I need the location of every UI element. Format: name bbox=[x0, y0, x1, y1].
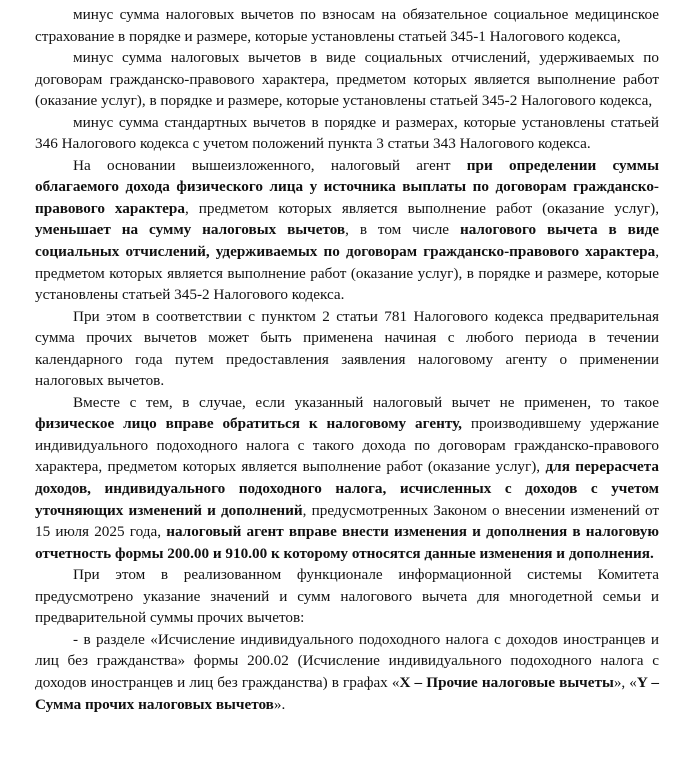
text-run: На основании вышеизложенного, налоговый агент bbox=[73, 156, 467, 174]
paragraph-article-781 bbox=[35, 306, 659, 392]
document-body bbox=[35, 4, 659, 715]
bold-run: X – Прочие налоговые вычеты bbox=[399, 673, 614, 691]
bold-run: Y – Сумма прочих налоговых вычетов bbox=[35, 673, 660, 713]
bold-run: налогового вычета в виде социальных отчислений, удерживаемых по договорам гражданско-правового характера bbox=[35, 221, 659, 261]
bold-run: налоговый агент вправе внести изменения и дополнения в налоговую отчетность формы 200.00 и 910.00 к которому относятся данные изменения и дополнения. bbox=[35, 523, 659, 562]
text-run: , в том числе bbox=[345, 221, 460, 239]
text-run: », « bbox=[613, 673, 637, 691]
paragraph-form-200-02 bbox=[35, 629, 659, 715]
bold-run: физическое лицо вправе обратиться к налоговому агенту, bbox=[35, 415, 462, 433]
text-run: минус сумма налоговых вычетов в виде социальных отчислений, удерживаемых по договорам гражданско-правового характера, предметом которых является выполнение работ (оказание услуг), в порядке и размере, которые установлены статьей 345-2 Налогового кодекса, bbox=[35, 49, 659, 110]
paragraph-standard-deduction bbox=[35, 112, 659, 155]
text-run: минус сумма стандартных вычетов в порядке и размерах, которые установлены статьей 346 Налогового кодекса с учетом положений пункта 3 статьи 343 Налогового кодекса. bbox=[35, 113, 659, 153]
paragraph-conclusion bbox=[35, 155, 659, 306]
text-run: , предусмотренных Законом о внесении изменений от 15 июля 2025 года, bbox=[35, 501, 660, 541]
bold-run: уменьшает на сумму налоговых вычетов bbox=[35, 221, 346, 239]
text-run: При этом в соответствии с пунктом 2 статьи 781 Налогового кодекса предварительная сумма прочих вычетов может быть применена начиная с любого периода в течении календарного года путем предоставления заявления налоговому агенту о применении налоговых вычетов. bbox=[35, 307, 659, 390]
paragraph-recalculation bbox=[35, 392, 659, 564]
text-run: Вместе с тем, в случае, если указанный налоговый вычет не применен, то такое bbox=[73, 393, 659, 411]
paragraph-information-system bbox=[35, 564, 659, 629]
text-run: производившему удержание индивидуального подоходного налога с такого дохода по договорам гражданско-правового характера, предметом которых является выполнение работ (оказание услуг), bbox=[35, 415, 659, 476]
text-run: , предметом которых является выполнение работ (оказание услуг), в порядке и размере, которые установлены статьей 345-2 Налогового кодекса. bbox=[35, 243, 659, 304]
text-run: ». bbox=[273, 695, 286, 713]
text-run: При этом в реализованном функционале информационной системы Комитета предусмотрено указание значений и сумм налогового вычета для многодетной семьи и предварительной суммы прочих вычетов: bbox=[35, 566, 659, 627]
text-run: , предметом которых является выполнение работ (оказание услуг), bbox=[184, 199, 659, 217]
bold-run: при определении суммы облагаемого дохода физического лица у источника выплаты по договорам гражданско-правового характера bbox=[35, 156, 659, 217]
text-run: минус сумма налоговых вычетов по взносам на обязательное социальное медицинское страхование в порядке и размере, которые установлены статьей 345-1 Налогового кодекса, bbox=[35, 6, 659, 45]
text-run: - в разделе «Исчисление индивидуального подоходного налога с доходов иностранцев и лиц без гражданства» формы 200.02 (Исчисление индивидуального подоходного налога с доходов иностранцев и лиц без гражданства) в графах « bbox=[35, 630, 659, 691]
paragraph-social-deduction bbox=[35, 47, 659, 112]
bold-run: для перерасчета доходов, индивидуального подоходного налога, исчисленных с доходов с учетом уточняющих изменений и дополнений bbox=[35, 458, 659, 519]
paragraph-medical-insurance-deduction bbox=[35, 4, 659, 47]
